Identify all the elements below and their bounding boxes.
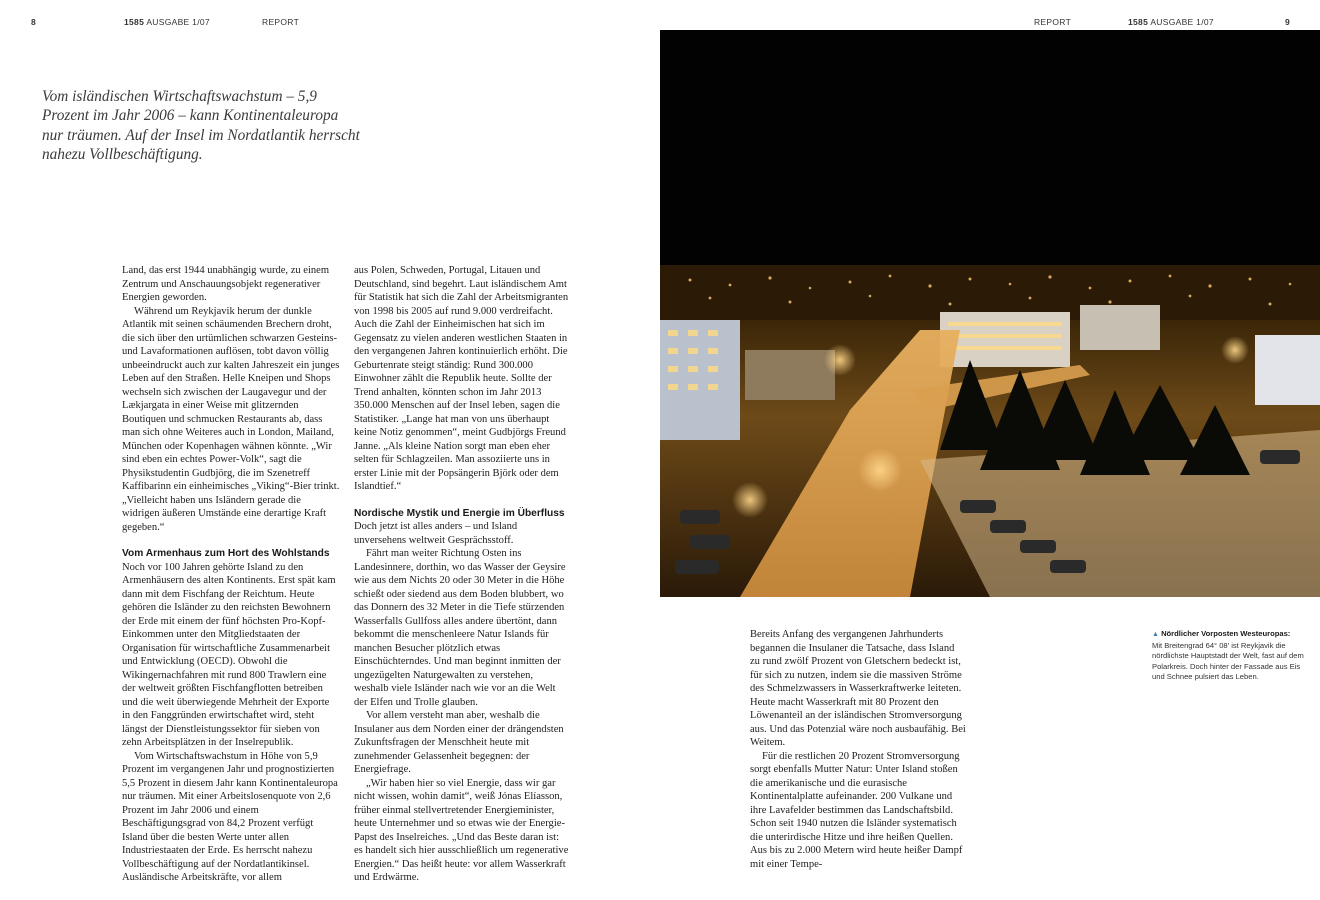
paragraph: Vor allem versteht man aber, weshalb die Insulaner aus dem Norden einer der drängendsten Zukunftsfragen der Menschheit heute mit zunehmender Gelassenheit begegnen: der Energiefrage. bbox=[354, 710, 564, 775]
page-number-right: 9 bbox=[1285, 17, 1291, 27]
photo-illustration bbox=[660, 30, 1320, 597]
subheading: Vom Armenhaus zum Hort des Wohlstands bbox=[122, 548, 330, 559]
section-label-left: REPORT bbox=[262, 17, 300, 27]
paragraph: „Wir haben hier so viel Energie, dass wir gar nicht wissen, wohin damit“, weiß Jónas Elíasson, früher einmal stellvertretender Energieminister, heute Unternehmer und so etwas wie der Energie-Papst des Inselreiches. „Und das Beste daran ist: es handelt sich hier ausschließlich um regenerative Energien.“ Das heißt heute: vor allem Wasserkraft und Erdwärme. bbox=[354, 777, 569, 883]
issue-label: AUSGABE 1/07 bbox=[146, 17, 210, 27]
triangle-up-icon: ▲ bbox=[1152, 631, 1159, 638]
paragraph: Während um Reykjavik herum der dunkle Atlantik mit seinen schäumenden Brechern droht, die sich über den urtümlichen schwarzen Gesteins- und Lavaformationen auflösen, tobt davon völlig unbeeindruckt auch zur kalten Jahreszeit ein junges Leben auf den Straßen. Helle Kneipen und Shops wechseln sich zwischen der Laugavegur und der Lækjargata in einer Weise mit glitzernden Boutiquen und schmucken Restaurants ab, dass man sich ohne Weiteres auch in London, Mailand, München oder Kopenhagen wähnen könnte. „Wir sind eben ein echtes Power-Volk“, sagt die Physikstudentin Gudbjörg, die im Szenetreff Kaffibarinn ein einheimisches „Viking“-Bier trinkt. „Vielleicht haben uns Isländern gerade die widrigen äußeren Umstände eine derartige Kraft gegeben.“ bbox=[122, 305, 340, 533]
paragraph: Doch jetzt ist alles anders – und Island unversehens weltweit Gesprächsstoff. bbox=[354, 521, 518, 546]
text-column-1 bbox=[122, 264, 340, 885]
issue-label: AUSGABE 1/07 bbox=[1150, 17, 1214, 27]
lead-paragraph: Vom isländischen Wirtschaftswachstum – 5,9 Prozent im Jahr 2006 – kann Kontinentaleuropa nur träumen. Auf der Insel im Nordatlantik herrscht nahezu Vollbeschäftigung. bbox=[42, 88, 360, 164]
magazine-name: 1585 bbox=[124, 17, 145, 27]
reykjavik-night-photo bbox=[660, 30, 1320, 597]
subheading: Nordische Mystik und Energie im Überfluss bbox=[354, 507, 565, 519]
header-left-magazine bbox=[124, 17, 210, 27]
header-right-magazine bbox=[1128, 17, 1214, 27]
magazine-name: 1585 bbox=[1128, 17, 1149, 27]
caption-text: Mit Breitengrad 64° 08' ist Reykjavik die nördlichste Hauptstadt der Welt, fast auf dem Polarkreis. Doch hinter der Fassade aus Eis und Schnee pulsiert das Leben. bbox=[1152, 640, 1304, 682]
text-column-3 bbox=[750, 628, 966, 871]
paragraph: aus Polen, Schweden, Portugal, Litauen und Deutschland, sind begehrt. Laut isländischem Amt für Statistik hat sich die Zahl der Arbeitsmigranten von 1998 bis 2005 auf rund 9.000 verdreifacht. Auch die Zahl der Einheimischen hat sich im Gegensatz zu vielen anderen westlichen Staaten in den vergangenen Jahren kontinuierlich erhöht. Die Geburtenrate steigt ständig: Rund 300.000 Einwohner zählt die Republik heute. Sollte der Trend anhalten, könnten schon im Jahr 2013 350.000 Menschen auf der Insel leben, sagen die Statistiker. „Lange hat man von uns überhaupt keine Notiz genommen“, meint Gudbjörgs Freund Janne. „Als kleine Nation sorgt man eben eher selten für Schlagzeilen. Man assoziierte uns in erster Linie mit der Popsängerin Björk oder dem Islandtief.“ bbox=[354, 265, 569, 492]
paragraph: Fährt man weiter Richtung Osten ins Landesinnere, dorthin, wo das Wasser der Geysire wie aus dem Nichts 20 oder 30 Meter in die Höhe schießt oder siedend aus dem Boden blubbert, wo das Donnern des 32 Meter in die Tiefe stürzenden Wasserfalls Gullfoss alles andere übertönt, dann bekommt die menschenleere Natur Islands für manchen Besucher plötzlich etwas Einschüchterndes. Und man beginnt inmitten der ungezügelten Naturgewalten zu verstehen, weshalb viele Isländer nach wie vor an die Welt der Elfen und Trolle glauben. bbox=[354, 548, 566, 708]
text-column-2 bbox=[354, 264, 570, 885]
paragraph: Noch vor 100 Jahren gehörte Island zu den Armenhäusern des alten Kontinents. Erst spät kam dann mit dem Fischfang der Reichtum. Heute gehören die Isländer zu den reichsten Bewohnern der Erde mit einem der fünf höchsten Pro-Kopf-Einkommen unter den Mitgliedstaaten der Organisation für wirtschaftliche Zusammenarbeit und Entwicklung (OECD). Obwohl die Wikingernachfahren mit rund 800 Trawlern eine der weltweit größten Fischfangflotten betreiben und die weit überwiegende Mehrheit der Exporte in den Fanggründen erwirtschaftet wird, steht längst der Dienstleistungssektor für sieben von zehn Arbeitsplätzen in der Inselrepublik. bbox=[122, 561, 336, 748]
section-label-right: REPORT bbox=[1034, 17, 1072, 27]
paragraph: Land, das erst 1944 unabhängig wurde, zu einem Zentrum und Anschauungsobjekt regenerativer Energien geworden. bbox=[122, 265, 330, 303]
paragraph: Vom Wirtschaftswachstum in Höhe von 5,9 Prozent im vergangenen Jahr und prognostizierten 5,5 Prozent in diesem Jahr kann Kontinentaleuropa nur träumen. Mit einer Arbeitslosenquote von 2,6 Prozent im Jahr 2006 und einem Beschäftigungsgrad von 84,2 Prozent verfügt Island über die besten Werte unter allen Industriestaaten der Erde. Es herrscht nahezu Vollbeschäftigung auf der Nordatlantikinsel. Ausländische Arbeitskräfte, vor allem bbox=[122, 750, 338, 883]
paragraph: Für die restlichen 20 Prozent Stromversorgung sorgt ebenfalls Mutter Natur: Unter Island stoßen die amerikanische und die eurasische Kontinentalplatte aufeinander. 200 Vulkane und ihre Lavafelder bestimmen das Landschaftsbild. Schon seit 1940 nutzen die Isländer systematisch die unterirdische Hitze und ihre heißen Quellen. Aus bis zu 2.000 Metern wird heute heißer Dampf mit einer Tempe- bbox=[750, 750, 963, 870]
photo-caption bbox=[1152, 629, 1312, 683]
caption-title: Nördlicher Vorposten Westeuropas: bbox=[1161, 629, 1291, 638]
paragraph: Bereits Anfang des vergangenen Jahrhunderts begannen die Insulaner die Tatsache, dass Island zu rund zwölf Prozent von Gletschern bedeckt ist, für sich zu nutzen, indem sie die massiven Ströme des Schmelzwassers in Wasserkraftwerke leiteten. Heute macht Wasserkraft mit 80 Prozent den Löwenanteil an der isländischen Stromversorgung aus. Und das Potenzial wäre noch ausbaufähig. Bei Weitem. bbox=[750, 629, 966, 748]
page-number-left: 8 bbox=[31, 17, 37, 27]
